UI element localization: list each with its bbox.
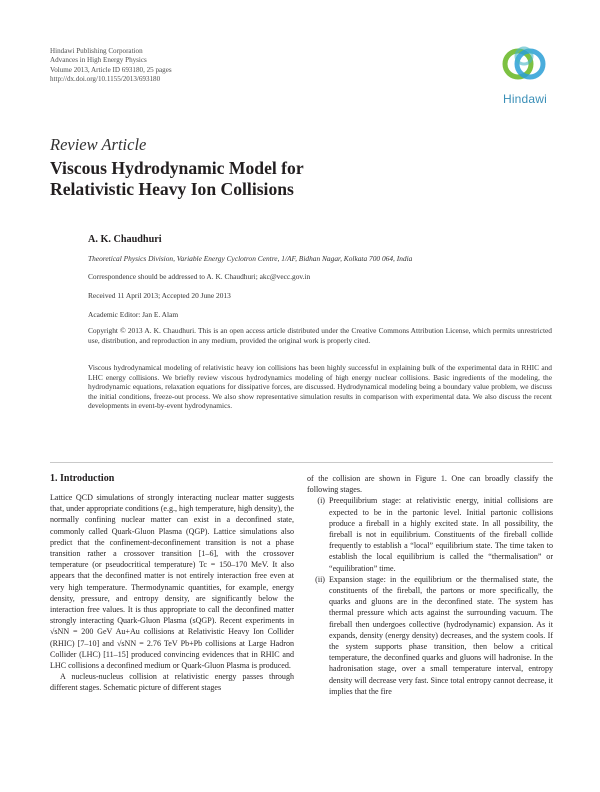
right-column — [307, 473, 553, 697]
title-line-2: Relativistic Heavy Ion Collisions — [50, 179, 294, 199]
list-marker: (ii) — [315, 574, 325, 584]
received-dates: Received 11 April 2013; Accepted 20 June 2013 — [88, 291, 231, 300]
abstract: Viscous hydrodynamical modeling of relativistic heavy ion collisions has been highly successful in explaining bulk of the experimental data in RHIC and LHC energy collisions. We briefly review viscous hydrodynamics modeling of high energy nuclear collisions. Basic ingredients of the modeling, the hydrodynamic equations, relaxation equations for dissipative forces, are discussed. Hydrodynamical modeling being a boundary value problem, we discuss the initial conditions, freeze-out process. We also show representative simulation results in comparison with experimental data. We also discuss the recent developments in event-by-event hydrodynamics. — [88, 363, 552, 411]
article-title — [50, 158, 510, 200]
journal-name: Advances in High Energy Physics — [50, 56, 147, 65]
publisher: Hindawi Publishing Corporation — [50, 47, 143, 55]
stages-intro: of the collision are shown in Figure 1. One can broadly classify the following stages. — [307, 474, 553, 495]
volume-line: Volume 2013, Article ID 693180, 25 pages — [50, 65, 172, 74]
section-divider — [50, 462, 553, 463]
affiliation: Theoretical Physics Division, Variable Energy Cyclotron Centre, 1/AF, Bidhan Nagar, Kolkata 700 064, India — [88, 254, 413, 263]
correspondence: Correspondence should be addressed to A. K. Chaudhuri; akc@vecc.gov.in — [88, 272, 311, 281]
title-line-1: Viscous Hydrodynamic Model for — [50, 158, 304, 178]
stage-list — [307, 495, 553, 697]
list-item — [307, 495, 553, 573]
intro-paragraph-1: Lattice QCD simulations of strongly interacting nuclear matter suggests that, under appropriate conditions (e.g., high temperature, high density), the normally confining nuclear matter can exist in a deconfined state, commonly called Quark-Gluon Plasma (QGP). Lattice simulations also predict that the confinement-deconfinement transition is not a phase transition rather a crossover transition [1–6], with the crossover temperature (or pseudocritical temperature) Tc = 150–170 MeV. It also appears that the deconfined matter is not entirely interaction free even at very high temperature. Thermodynamic quantities, for example, energy density, pressure, and entropy density, are significantly below the interaction free values. It is thus appropriate to call the deconfined matter strongly interacting Quark-Gluon Plasma (sQGP). Recent experiments in √sNN = 200 GeV Au+Au collisions at Relativistic Heavy Ion Collider (RHIC) [7–10] and √sNN = 2.76 TeV Pb+Pb collisions at Large Hadron Collider (LHC) [11–15] produced convincing evidences that in RHIC and LHC collisions a deconfined medium or Quark-Gluon Plasma is produced. — [50, 493, 294, 671]
section-heading: 1. Introduction — [50, 473, 115, 484]
left-column — [50, 492, 294, 694]
copyright-notice: Copyright © 2013 A. K. Chaudhuri. This is an open access article distributed under the Creative Commons Attribution License, which permits unrestricted use, distribution, and reproduction in any medium, provided the original work is properly cited. — [88, 326, 552, 345]
doi-link[interactable]: http://dx.doi.org/10.1155/2013/693180 — [50, 75, 161, 84]
hindawi-logo-text: Hindawi — [502, 92, 548, 106]
academic-editor: Academic Editor: Jan E. Alam — [88, 310, 179, 319]
list-marker: (i) — [317, 496, 325, 506]
article-type: Review Article — [50, 135, 147, 154]
intro-paragraph-2: A nucleus-nucleus collision at relativistic energy passes through different stages. Schematic picture of different stages — [50, 672, 294, 693]
author: A. K. Chaudhuri — [88, 234, 162, 245]
list-item — [307, 574, 553, 697]
publication-info — [50, 47, 172, 85]
list-item-text: Preequilibrium stage: at relativistic energy, initial collisions are expected to be in the partonic level. Initial partonic collisions produce a fireball in a highly excited state. In all possibility, the fireball is not in equilibrium. Constituents of the fireball collide frequently to establish a “local” equilibrium state. The time taken to establish the local equilibrium is called the “thermalisation” or “equilibration” time. — [329, 496, 553, 573]
list-item-text: Expansion stage: in the equilibrium or the thermalised state, the constituents of the fireball, the partons or more specifically, the quarks and gluons are in the deconfined state. The system has thermal pressure which acts against the surrounding vacuum. The fireball then undergoes collective (hydrodynamic) expansion. As it expands, density (energy density) decreases, and the system cools. If the system supports phase transition, then below a critical temperature, the deconfined quarks and gluons will hadronise. In the hadronisation stage, over a small temperature interval, entropy density will decrease very fast. Since total entropy cannot decrease, it implies that the fire — [329, 574, 553, 696]
